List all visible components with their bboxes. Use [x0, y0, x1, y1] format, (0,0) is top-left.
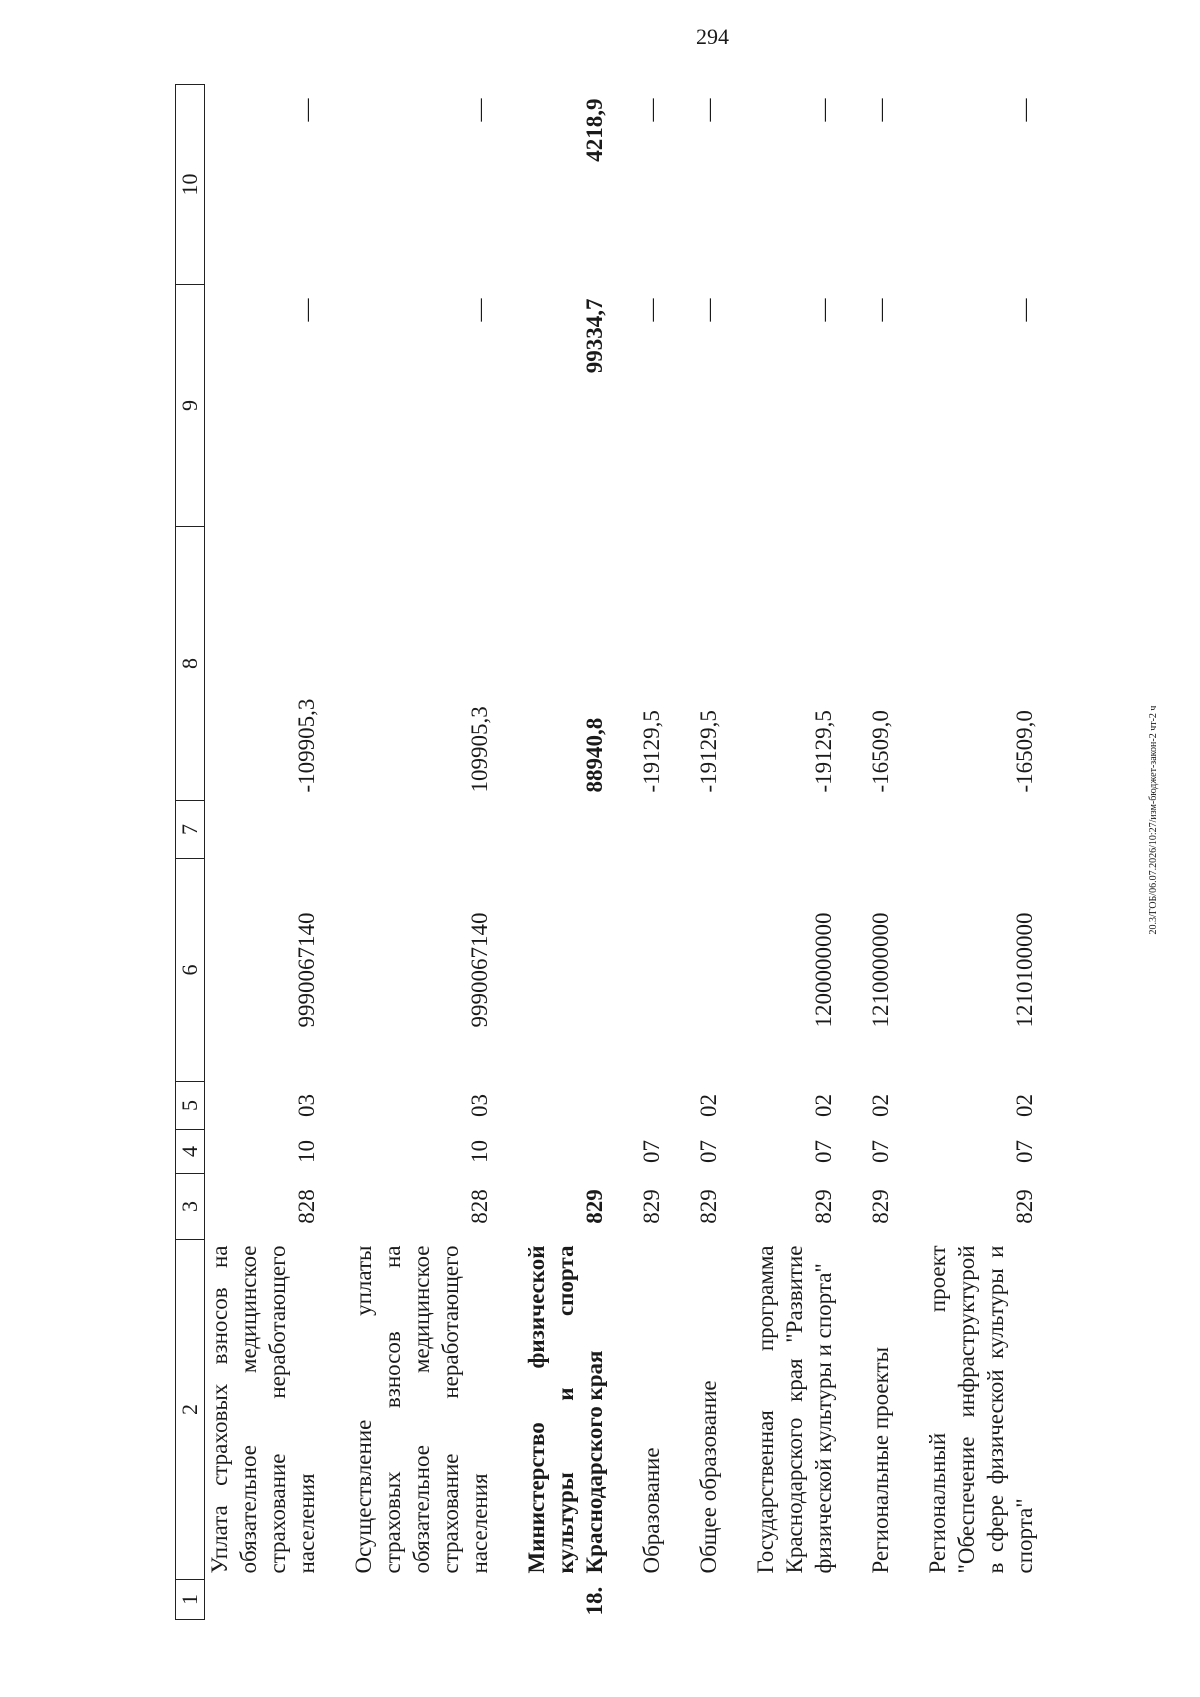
row-number: 18.	[582, 1586, 607, 1616]
row-spacer-cell	[723, 85, 751, 1620]
row-code-6: 9990067140	[294, 912, 319, 1028]
row-amount-8: -19129,5	[811, 710, 836, 793]
document-footer-code: 20.3/ГОБ/06.07.2026/10:27/изм-бюджет-закон-2 чт-2 ч	[1148, 705, 1159, 935]
row-amount-9: —	[639, 298, 664, 322]
row-name: Образование	[639, 1447, 664, 1574]
budget-table	[175, 84, 1039, 1620]
row-code-6	[694, 859, 723, 1082]
table-row	[205, 85, 322, 1620]
row-code-5	[522, 1082, 609, 1130]
row-code-5: 02	[868, 1094, 893, 1117]
row-spacer-cell	[609, 85, 637, 1620]
table-body	[205, 85, 1040, 1620]
row-amount-9: —	[868, 298, 893, 322]
row-spacer	[321, 85, 349, 1620]
rotated-table-page	[175, 85, 1120, 1620]
row-code-5	[637, 1082, 666, 1130]
row-name: Региональные проекты	[868, 1346, 893, 1574]
row-amount-8: -19129,5	[696, 710, 721, 793]
row-spacer	[494, 85, 522, 1620]
row-amount-8: -109905,3	[294, 698, 319, 793]
row-spacer-cell	[494, 85, 522, 1620]
row-number	[694, 1580, 723, 1620]
table-header-row	[176, 85, 205, 1620]
row-code-5: 02	[1012, 1094, 1037, 1117]
row-name: Региональный проект "Обеспечение инфраструктурой в сфере физической культуры и спорта"	[925, 1245, 1037, 1574]
row-code-4: 07	[696, 1140, 721, 1163]
column-header: 7	[176, 801, 205, 859]
row-number	[205, 1580, 322, 1620]
row-code-4: 10	[467, 1140, 492, 1163]
row-code-7	[205, 801, 322, 859]
row-code-3: 829	[696, 1189, 721, 1224]
row-code-6: 1200000000	[811, 912, 836, 1028]
row-spacer-cell	[838, 85, 866, 1620]
row-name: Уплата страховых взносов на обязательное медицинское страхование неработающего населения	[207, 1245, 319, 1574]
table-row	[694, 85, 723, 1620]
row-code-4: 07	[811, 1140, 836, 1163]
row-amount-8: -19129,5	[639, 710, 664, 793]
row-code-3: 828	[294, 1189, 319, 1224]
row-code-4: 07	[1012, 1140, 1037, 1163]
column-header: 3	[176, 1174, 205, 1240]
table-row	[522, 85, 609, 1620]
row-amount-10: —	[639, 98, 664, 122]
row-code-7	[866, 801, 895, 859]
row-code-3: 828	[467, 1189, 492, 1224]
row-amount-8: 109905,3	[467, 706, 492, 793]
row-name: Общее образование	[696, 1380, 721, 1574]
row-code-3: 829	[811, 1189, 836, 1224]
row-number	[866, 1580, 895, 1620]
row-amount-9: 99334,7	[582, 298, 607, 374]
row-amount-10: —	[294, 98, 319, 122]
row-amount-8: -16509,0	[868, 710, 893, 793]
column-header: 2	[176, 1240, 205, 1580]
row-spacer-cell	[666, 85, 694, 1620]
row-amount-8: -16509,0	[1012, 710, 1037, 793]
row-spacer	[723, 85, 751, 1620]
column-header: 6	[176, 859, 205, 1082]
column-header: 4	[176, 1130, 205, 1174]
row-name: Министерство физической культуры и спорта Краснодарского края	[524, 1245, 607, 1574]
row-name: Государственная программа Краснодарского края "Развитие физической культуры и спорта"	[753, 1245, 836, 1574]
row-amount-10: —	[868, 98, 893, 122]
row-code-3: 829	[639, 1189, 664, 1224]
row-amount-9: —	[811, 298, 836, 322]
column-header: 5	[176, 1082, 205, 1130]
page-number: 294	[696, 24, 729, 49]
row-code-3: 829	[582, 1189, 607, 1224]
row-code-6	[637, 859, 666, 1082]
row-number	[349, 1580, 494, 1620]
row-code-3: 829	[868, 1189, 893, 1224]
row-code-5: 03	[294, 1094, 319, 1117]
row-number	[751, 1580, 838, 1620]
row-amount-9: —	[1012, 298, 1037, 322]
row-amount-10: —	[696, 98, 721, 122]
row-code-7	[923, 801, 1039, 859]
table-row	[866, 85, 895, 1620]
row-amount-10: —	[811, 98, 836, 122]
column-header: 10	[176, 85, 205, 285]
row-code-6: 1210000000	[868, 912, 893, 1028]
row-code-7	[751, 801, 838, 859]
row-spacer-cell	[895, 85, 923, 1620]
row-name: Осуществление уплаты страховых взносов на обязательное медицинское страхование неработающего населения	[351, 1245, 492, 1574]
row-spacer	[666, 85, 694, 1620]
row-code-6: 9990067140	[467, 912, 492, 1028]
row-amount-10: 4218,9	[582, 98, 607, 162]
table-row	[751, 85, 838, 1620]
row-code-7	[694, 801, 723, 859]
row-code-5: 02	[696, 1094, 721, 1117]
row-code-5: 02	[811, 1094, 836, 1117]
row-code-4: 10	[294, 1140, 319, 1163]
column-header: 9	[176, 285, 205, 527]
row-amount-9: —	[467, 298, 492, 322]
column-header: 1	[176, 1580, 205, 1620]
table-row	[637, 85, 666, 1620]
row-amount-10: —	[1012, 98, 1037, 122]
row-code-5: 03	[467, 1094, 492, 1117]
row-amount-8: 88940,8	[582, 717, 607, 793]
row-code-6: 1210100000	[1012, 912, 1037, 1028]
row-spacer	[838, 85, 866, 1620]
row-amount-9: —	[294, 298, 319, 322]
row-code-7	[637, 801, 666, 859]
row-spacer	[609, 85, 637, 1620]
row-code-6	[522, 859, 609, 1082]
row-code-4: 07	[868, 1140, 893, 1163]
row-number	[923, 1580, 1039, 1620]
row-amount-10: —	[467, 98, 492, 122]
table-row	[923, 85, 1039, 1620]
row-code-4: 07	[639, 1140, 664, 1163]
row-amount-9: —	[696, 298, 721, 322]
table-row	[349, 85, 494, 1620]
row-code-4	[522, 1130, 609, 1174]
row-code-7	[522, 801, 609, 859]
row-number	[637, 1580, 666, 1620]
row-spacer	[895, 85, 923, 1620]
row-spacer-cell	[321, 85, 349, 1620]
row-code-7	[349, 801, 494, 859]
column-header: 8	[176, 527, 205, 801]
row-code-3: 829	[1012, 1189, 1037, 1224]
